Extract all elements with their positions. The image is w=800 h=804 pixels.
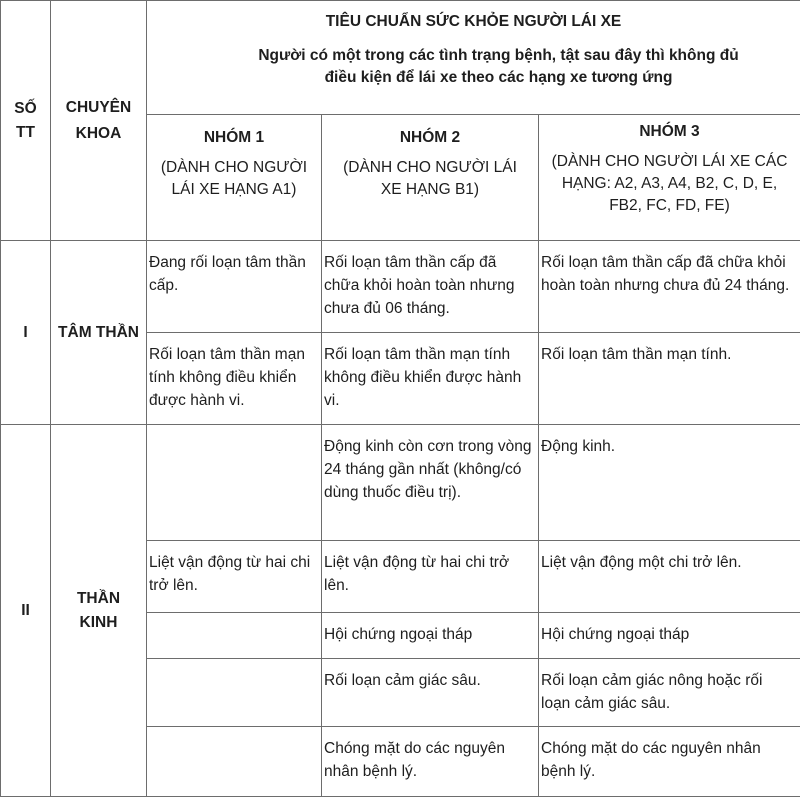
group-1-desc: (DÀNH CHO NGƯỜI LÁI XE HẠNG A1) [160,159,308,198]
group-2-header [322,115,539,241]
s2-r3-g2: Hội chứng ngoại tháp [322,613,539,659]
s1-r1-g2: Rối loạn tâm thần cấp đã chữa khỏi hoàn toàn nhưng chưa đủ 06 tháng. [322,241,539,333]
group-3-header [539,115,800,241]
s1-r2-g3: Rối loạn tâm thần mạn tính. [539,333,800,425]
group-2-desc: (DÀNH CHO NGƯỜI LÁI XE HẠNG B1) [343,159,517,198]
s1-r1-g1: Đang rối loạn tâm thần cấp. [147,241,322,333]
s2-r1-g3: Động kinh. [539,425,800,541]
s2-r5-g1 [147,727,322,797]
s2-r3-g1 [147,613,322,659]
s2-r2-g3: Liệt vận động một chi trở lên. [539,541,800,613]
s1-r2-g1: Rối loạn tâm thần mạn tính không điều khiển được hành vi. [147,333,322,425]
s2-r4-g3: Rối loạn cảm giác nông hoặc rối loạn cảm giác sâu. [539,659,800,727]
header-row-main [1,1,800,115]
group-1-header [147,115,322,241]
section-1-specialty: TÂM THẦN [51,241,147,425]
group-2-name: NHÓM 2 [399,129,461,146]
s2-r4-g2: Rối loạn cảm giác sâu. [322,659,539,727]
group-3-name: NHÓM 3 [639,123,700,140]
group-3-desc: (DÀNH CHO NGƯỜI LÁI XE CÁC HẠNG: A2, A3, A4, B2, C, D, E, FB2, FC, FD, FE) [551,153,788,214]
main-title: TIÊU CHUẨN SỨC KHỎE NGƯỜI LÁI XE [325,13,622,30]
table-row [1,241,800,333]
s1-r1-g3: Rối loạn tâm thần cấp đã chữa khỏi hoàn toàn nhưng chưa đủ 24 tháng. [539,241,800,333]
section-2-specialty [51,425,147,797]
section-2-stt: II [1,425,51,797]
s2-r1-g1 [147,425,322,541]
s2-r5-g2: Chóng mặt do các nguyên nhân bệnh lý. [322,727,539,797]
s1-r2-g2: Rối loạn tâm thần mạn tính không điều khiển được hành vi. [322,333,539,425]
s2-r2-g2: Liệt vận động từ hai chi trở lên. [322,541,539,613]
specialty-header-label: CHUYÊN KHOA [65,98,132,142]
stt-header-label: SỐ TT [14,99,37,141]
group-1-name: NHÓM 1 [203,129,265,146]
s2-r2-g1: Liệt vận động từ hai chi trở lên. [147,541,322,613]
s2-r5-g3: Chóng mặt do các nguyên nhân bệnh lý. [539,727,800,797]
section-2-specialty-label: THẦN KINH [76,589,121,631]
s2-r1-g2: Động kinh còn cơn trong vòng 24 tháng gần nhất (không/có dùng thuốc điều trị). [322,425,539,541]
main-subtitle: Người có một trong các tình trạng bệnh, tật sau đây thì không đủ điều kiện để lái xe theo các hạng xe tương ứng [258,47,739,86]
main-title-cell [147,1,800,115]
table-row [1,425,800,541]
s2-r3-g3: Hội chứng ngoại tháp [539,613,800,659]
specialty-header [51,1,147,241]
section-1-stt: I [1,241,51,425]
stt-header [1,1,51,241]
s2-r4-g1 [147,659,322,727]
